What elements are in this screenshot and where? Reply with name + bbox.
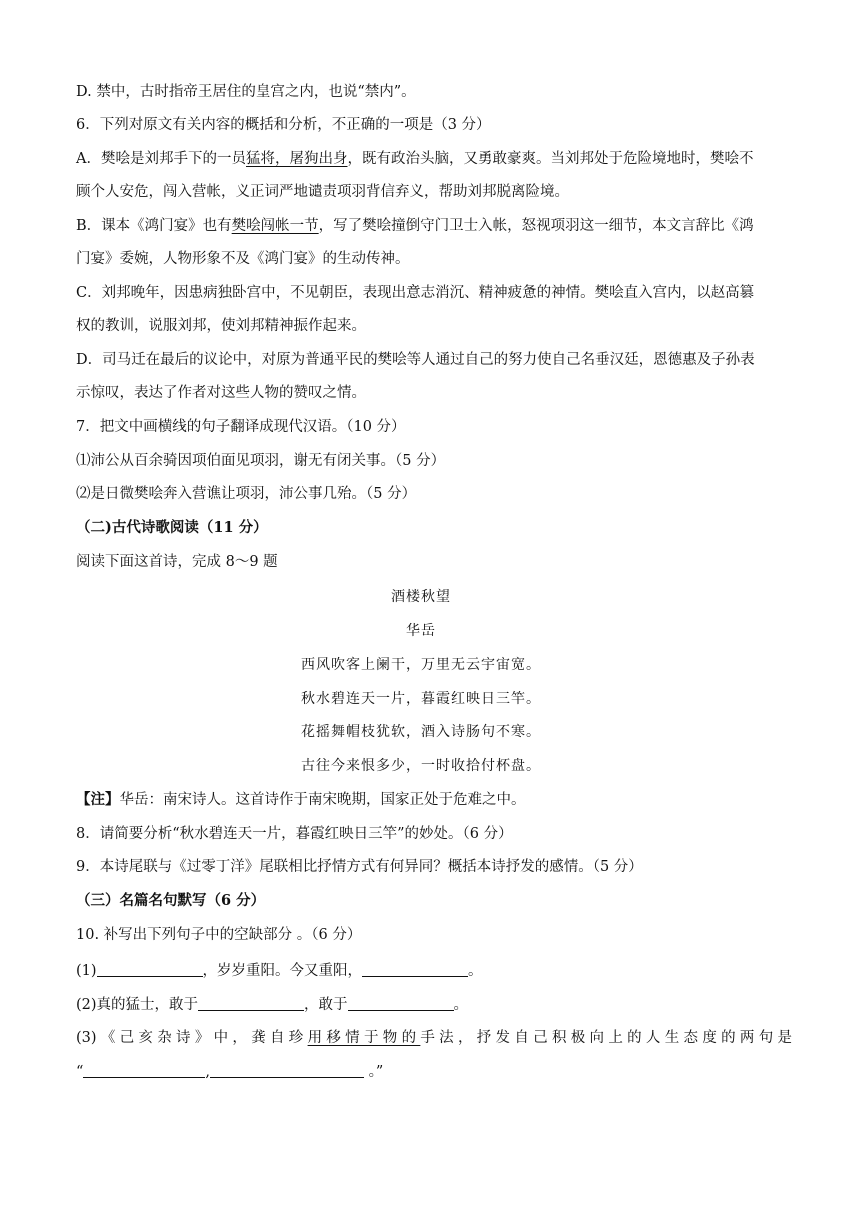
q7-sentence-1: ⑴沛公从百余骑因项伯面见项羽，谢无有闭关事。（5 分） [76, 453, 446, 469]
q10-3-pre: (3)《己亥杂诗》中，龚自珍 [76, 1030, 308, 1046]
q6-option-a-line1 [76, 149, 753, 169]
q10-1-num: (1) [76, 963, 97, 979]
poem-title: 酒楼秋望 [391, 589, 451, 605]
q6-option-d-line2: 示惊叹，表达了作者对这些人物的赞叹之情。 [76, 385, 366, 401]
q8: 8．请简要分析“秋水碧连天一片，暮霞红映日三竿”的妙处。（6 分） [76, 826, 513, 842]
q7-sentence-2: ⑵是日微樊哙奔入营谯让项羽，沛公事几殆。（5 分） [76, 486, 417, 502]
q7-stem: 7．把文中画横线的句子翻译成现代汉语。（10 分） [76, 419, 406, 435]
q6-a-underlined: 猛将，屠狗出身 [245, 151, 348, 167]
poem-note [76, 790, 526, 810]
section2-intro: 阅读下面这首诗，完成 8～9 题 [76, 554, 278, 570]
q6-option-c-line1: C．刘邦晚年，因患病独卧宫中，不见朝臣，表现出意志消沉、精神疲惫的神情。樊哙直入宫内，以赵高篡 [76, 285, 755, 301]
answer-blank[interactable] [83, 1061, 205, 1078]
q10-2-mid: ，敢于 [304, 997, 348, 1013]
section2-heading: （二)古代诗歌阅读（11 分） [76, 519, 268, 536]
q6-b-underlined: 樊哙闯帐一节 [231, 218, 319, 234]
q6-a-post: ，既有政治头脑，又勇敢豪爽。当刘邦处于危险境地时，樊哙不 [347, 151, 754, 167]
q10-item-1 [76, 960, 483, 981]
q5-option-d: D. 禁中，古时指帝王居住的皇宫之内，也说“禁内”。 [76, 84, 416, 100]
q10-2-end: 。 [453, 997, 469, 1013]
q10-stem: 10. 补写出下列句子中的空缺部分 。（6 分） [76, 927, 362, 943]
q10-item-3-line1 [76, 1028, 792, 1048]
q9: 9．本诗尾联与《过零丁洋》尾联相比抒情方式有何异同？概括本诗抒发的感情。（5 分） [76, 859, 643, 875]
note-label: 【注】 [76, 791, 120, 808]
q10-1-mid: ，岁岁重阳。今又重阳， [202, 963, 363, 979]
q6-option-b-line1 [76, 216, 754, 236]
q10-3-comma: , [205, 1064, 211, 1080]
q10-3-open-quote: “ [76, 1064, 84, 1080]
q10-1-end: 。 [468, 963, 483, 979]
q6-stem: 6．下列对原文有关内容的概括和分析，不正确的一项是（3 分） [76, 117, 491, 133]
q10-3-post: 手法，抒发自己积极向上的人生态度的两句是 [420, 1030, 792, 1046]
q6-option-d-line1: D．司马迁在最后的议论中，对原为普通平民的樊哙等人通过自己的努力使自己名垂汉廷，恩德惠及子孙表 [76, 352, 755, 368]
q10-3-close-quote: 。” [364, 1064, 384, 1080]
poem-line-1: 西风吹客上阑干，万里无云宇宙宽。 [301, 657, 541, 673]
q10-item-2 [76, 994, 468, 1015]
q6-option-a-line2: 顾个人安危，闯入营帐，义正词严地谴责项羽背信弃义，帮助刘邦脱离险境。 [76, 184, 569, 200]
answer-blank[interactable] [97, 960, 203, 977]
q10-2-pre: (2)真的猛士，敢于 [76, 997, 199, 1013]
note-text: 华岳：南宋诗人。这首诗作于南宋晚期，国家正处于危难之中。 [119, 792, 526, 808]
poem-author: 华岳 [406, 623, 436, 639]
q10-3-underlined: 用移情于物的 [307, 1030, 421, 1046]
poem-line-2: 秋水碧连天一片，暮霞红映日三竿。 [301, 691, 541, 707]
q6-option-c-line2: 权的教训，说服刘邦，使刘邦精神振作起来。 [76, 318, 366, 334]
poem-line-3: 花摇舞帽枝犹软，酒入诗肠句不寒。 [301, 724, 541, 740]
answer-blank[interactable] [348, 994, 454, 1011]
answer-blank[interactable] [198, 994, 304, 1011]
answer-blank[interactable] [210, 1061, 364, 1078]
q6-b-pre: B．课本《鸿门宴》也有 [76, 218, 232, 234]
q6-option-b-line2: 门宴》委婉，人物形象不及《鸿门宴》的生动传神。 [76, 251, 410, 267]
section3-heading: （三）名篇名句默写（6 分） [76, 892, 266, 909]
poem-line-4: 古往今来恨多少，一时收拾付杯盘。 [301, 758, 541, 774]
answer-blank[interactable] [362, 960, 468, 977]
q6-a-pre: A．樊哙是刘邦手下的一员 [76, 151, 246, 167]
q10-item-3-line2 [76, 1061, 383, 1082]
q6-b-post: ，写了樊哙撞倒守门卫士入帐，怒视项羽这一细节，本文言辞比《鸿 [318, 218, 754, 234]
